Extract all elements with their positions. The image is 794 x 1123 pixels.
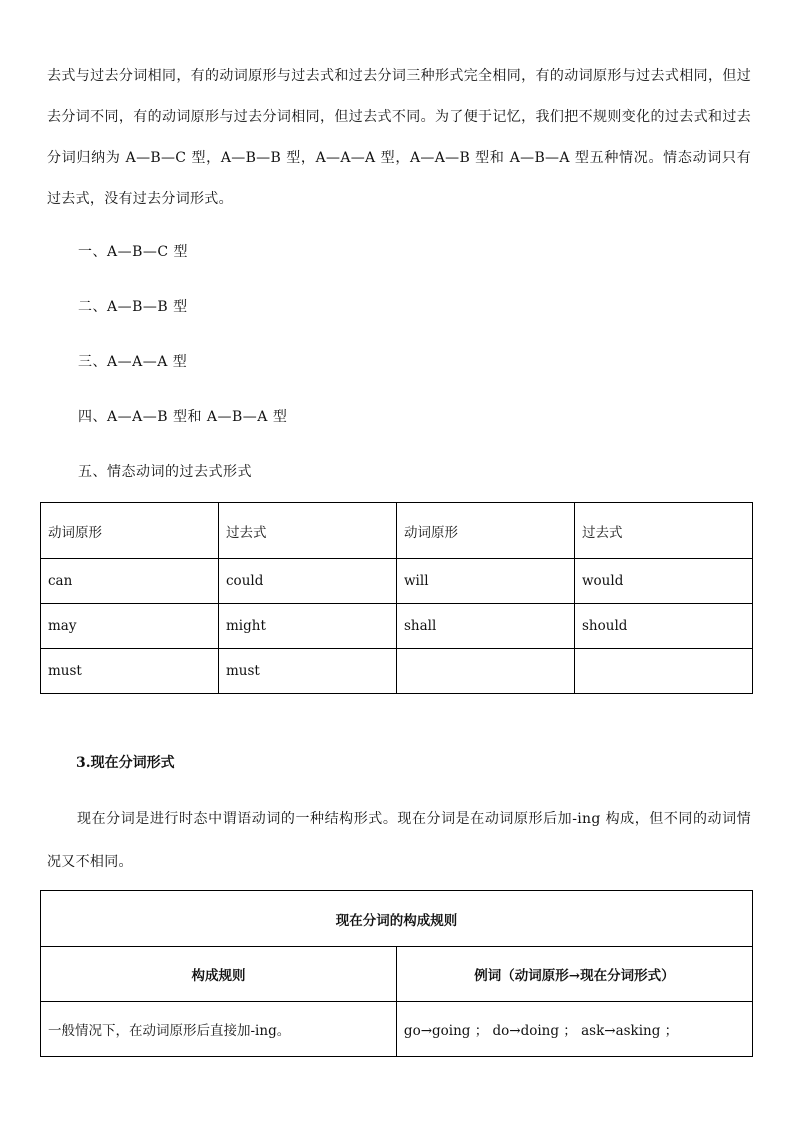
table-cell: might bbox=[219, 604, 397, 649]
table-header-row bbox=[41, 947, 753, 1002]
header-cell: 过去式 bbox=[219, 503, 397, 559]
heading-aab-aba: 四、A—A—B 型和 A—B—A 型 bbox=[78, 409, 288, 425]
table-row bbox=[41, 604, 753, 649]
header-cell: 动词原形 bbox=[397, 503, 575, 559]
table-cell bbox=[575, 649, 753, 694]
table-cell: must bbox=[41, 649, 219, 694]
heading-modal: 五、情态动词的过去式形式 bbox=[78, 464, 252, 480]
table-cell bbox=[397, 649, 575, 694]
section-3-title: 3.现在分词形式 bbox=[76, 755, 175, 771]
header-cell: 动词原形 bbox=[41, 503, 219, 559]
header-cell: 过去式 bbox=[575, 503, 753, 559]
section-3-paragraph: 现在分词是进行时态中谓语动词的一种结构形式。现在分词是在动词原形后加-ing 构成，但不同的动词情况又不相同。 bbox=[47, 811, 751, 870]
modal-verb-table bbox=[40, 502, 753, 694]
table-cell: go→going ； do→doing ； ask→asking ； bbox=[396, 1002, 752, 1057]
header-cell: 构成规则 bbox=[41, 947, 397, 1002]
table-cell: can bbox=[41, 559, 219, 604]
present-participle-rules-table bbox=[40, 890, 753, 1057]
heading-aaa: 三、A—A—A 型 bbox=[78, 354, 188, 370]
table-row bbox=[41, 1002, 753, 1057]
table-cell: could bbox=[219, 559, 397, 604]
header-cell: 例词（动词原形→现在分词形式） bbox=[396, 947, 752, 1002]
table-cell: will bbox=[397, 559, 575, 604]
table-cell: must bbox=[219, 649, 397, 694]
intro-paragraph: 去式与过去分词相同，有的动词原形与过去式和过去分词三种形式完全相同，有的动词原形与过去式相同，但过去分词不同，有的动词原形与过去分词相同，但过去式不同。为了便于记忆，我们把不规则变化的过去式和过去分词归纳为 A—B—C 型，A—B—B 型，A—A—A 型，A—A—B 型和 A—B—A 型五种情况。情态动词只有过去式，没有过去分词形式。 bbox=[47, 68, 751, 207]
table-cell: should bbox=[575, 604, 753, 649]
table-cell: would bbox=[575, 559, 753, 604]
table-header-row bbox=[41, 503, 753, 559]
table-title: 现在分词的构成规则 bbox=[41, 891, 753, 947]
heading-abb: 二、A—B—B 型 bbox=[78, 299, 188, 315]
table-row bbox=[41, 649, 753, 694]
table-cell: shall bbox=[397, 604, 575, 649]
table-cell: 一般情况下，在动词原形后直接加-ing。 bbox=[41, 1002, 397, 1057]
table-cell: may bbox=[41, 604, 219, 649]
heading-abc: 一、A—B—C 型 bbox=[78, 244, 189, 260]
table-title-row bbox=[41, 891, 753, 947]
table-row bbox=[41, 559, 753, 604]
